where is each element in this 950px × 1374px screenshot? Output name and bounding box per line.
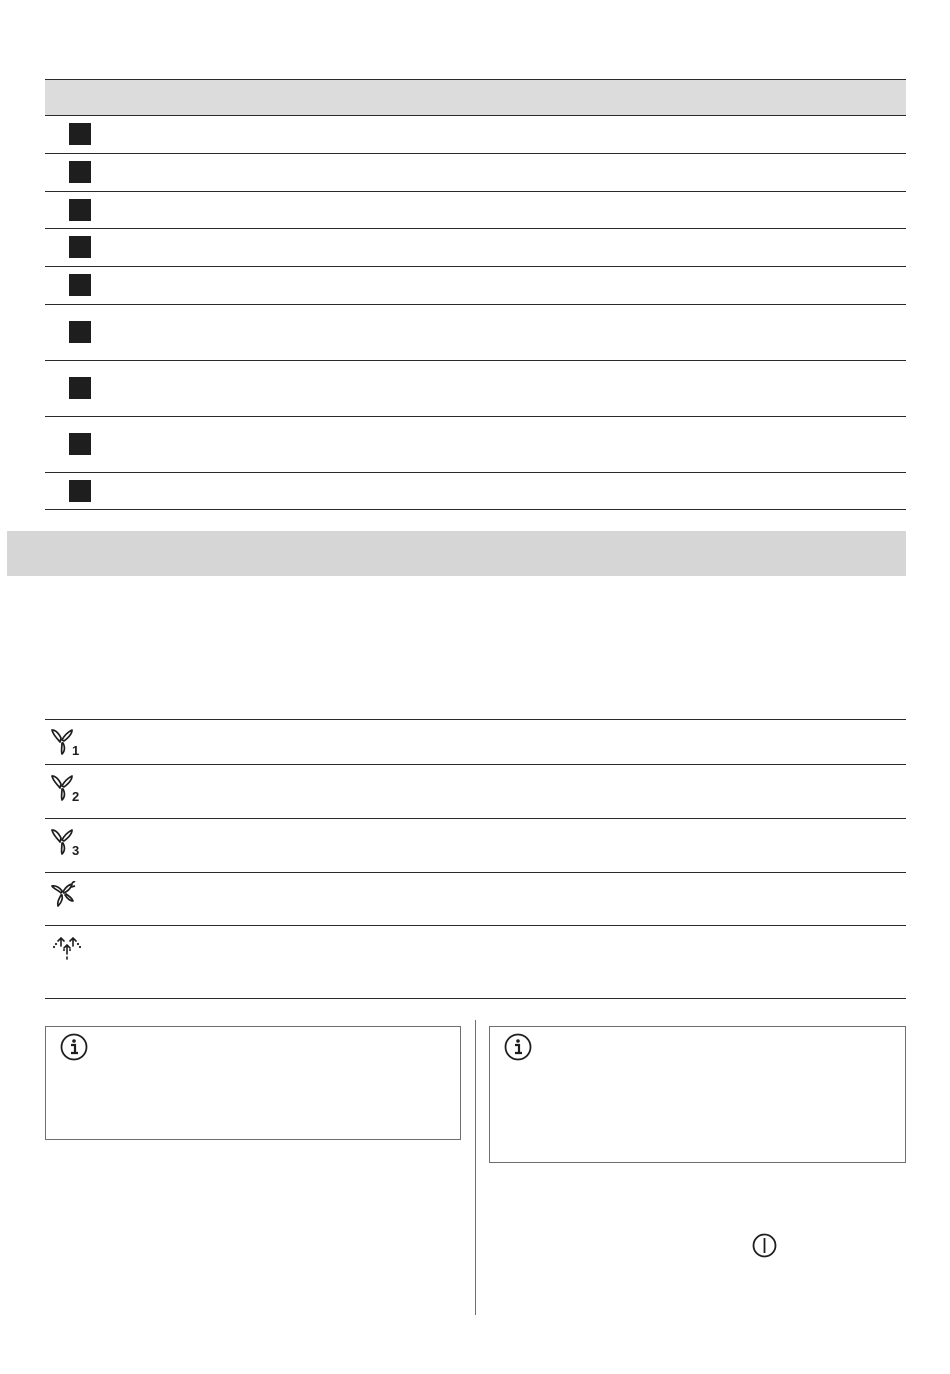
svg-text:3: 3 (72, 843, 80, 856)
info-icon (59, 1032, 89, 1062)
black-square-marker (69, 433, 91, 455)
black-square-marker (69, 123, 91, 145)
black-square-marker (69, 480, 91, 502)
table-top-rule (45, 719, 906, 720)
row-divider (45, 266, 906, 267)
black-square-marker (69, 321, 91, 343)
table-bottom-rule (45, 998, 906, 999)
indicator-table (45, 79, 906, 511)
table-bottom-rule (45, 509, 906, 510)
fan-boost-icon (51, 881, 83, 909)
black-square-marker (69, 161, 91, 183)
row-divider (45, 360, 906, 361)
row-divider (45, 764, 906, 765)
section-heading-bar (7, 531, 906, 576)
info-icon (503, 1032, 533, 1062)
table-header (45, 80, 906, 115)
steam-arrows-icon (51, 933, 83, 961)
fan-speed-3-icon (51, 828, 83, 856)
black-square-marker (69, 236, 91, 258)
row-divider (45, 472, 906, 473)
row-divider (45, 872, 906, 873)
black-square-marker (69, 274, 91, 296)
row-divider (45, 191, 906, 192)
row-divider (45, 818, 906, 819)
black-square-marker (69, 199, 91, 221)
power-icon (751, 1232, 778, 1259)
row-divider (45, 925, 906, 926)
info-note-right (489, 1026, 906, 1163)
fan-speed-2-icon (51, 774, 83, 802)
row-divider (45, 228, 906, 229)
fan-table (45, 719, 906, 1001)
black-square-marker (69, 377, 91, 399)
svg-text:2: 2 (72, 789, 80, 802)
row-divider (45, 416, 906, 417)
info-note-left (45, 1026, 461, 1140)
row-divider (45, 304, 906, 305)
row-divider (45, 153, 906, 154)
svg-text:1: 1 (72, 743, 80, 756)
column-divider (475, 1020, 476, 1315)
fan-speed-1-icon (51, 728, 83, 756)
